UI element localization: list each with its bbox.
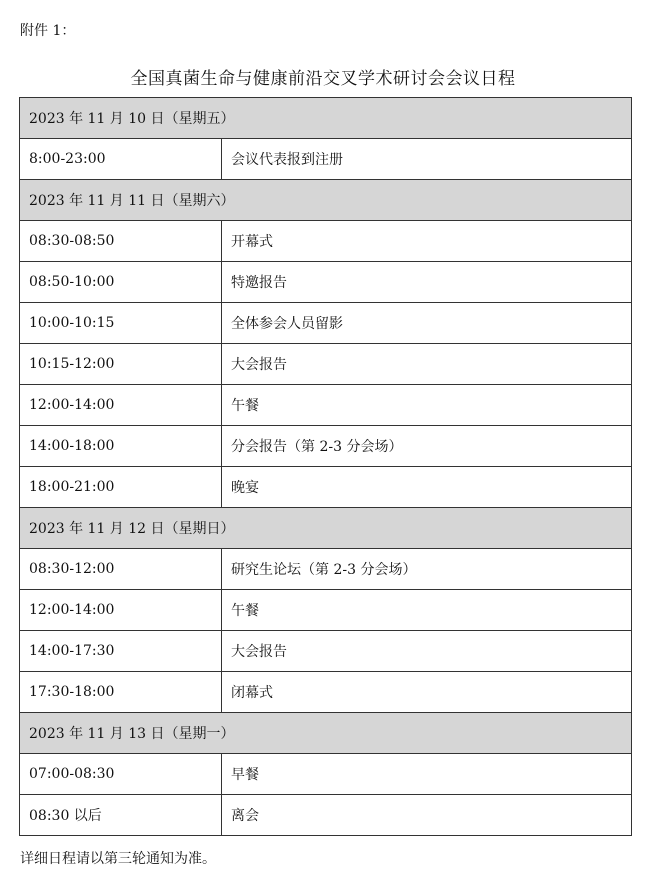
time-cell: 17:30-18:00 bbox=[20, 672, 222, 713]
time-cell: 14:00-18:00 bbox=[20, 426, 222, 467]
event-cell: 大会报告 bbox=[222, 631, 632, 672]
footnote: 详细日程请以第三轮通知为准。 bbox=[20, 851, 216, 867]
day-header-row bbox=[20, 180, 632, 221]
schedule-row bbox=[20, 262, 632, 303]
schedule-row bbox=[20, 385, 632, 426]
day-header: 2023 年 11 月 13 日（星期一） bbox=[20, 713, 632, 754]
time-cell: 07:00-08:30 bbox=[20, 754, 222, 795]
time-cell: 14:00-17:30 bbox=[20, 631, 222, 672]
event-cell: 特邀报告 bbox=[222, 262, 632, 303]
event-cell: 分会报告（第 2-3 分会场） bbox=[222, 426, 632, 467]
day-header: 2023 年 11 月 10 日（星期五） bbox=[20, 98, 632, 139]
schedule-table bbox=[19, 97, 632, 836]
schedule-row bbox=[20, 303, 632, 344]
schedule-row bbox=[20, 344, 632, 385]
day-header: 2023 年 11 月 11 日（星期六） bbox=[20, 180, 632, 221]
event-cell: 会议代表报到注册 bbox=[222, 139, 632, 180]
schedule-row bbox=[20, 590, 632, 631]
schedule-row bbox=[20, 754, 632, 795]
time-cell: 08:30-12:00 bbox=[20, 549, 222, 590]
time-cell: 12:00-14:00 bbox=[20, 590, 222, 631]
event-cell: 大会报告 bbox=[222, 344, 632, 385]
day-header: 2023 年 11 月 12 日（星期日） bbox=[20, 508, 632, 549]
time-cell: 18:00-21:00 bbox=[20, 467, 222, 508]
event-cell: 研究生论坛（第 2-3 分会场） bbox=[222, 549, 632, 590]
day-header-row bbox=[20, 508, 632, 549]
schedule-row bbox=[20, 549, 632, 590]
time-cell: 08:30 以后 bbox=[20, 795, 222, 836]
time-cell: 08:30-08:50 bbox=[20, 221, 222, 262]
schedule-row bbox=[20, 221, 632, 262]
schedule-row bbox=[20, 631, 632, 672]
time-cell: 12:00-14:00 bbox=[20, 385, 222, 426]
event-cell: 午餐 bbox=[222, 590, 632, 631]
event-cell: 晚宴 bbox=[222, 467, 632, 508]
event-cell: 全体参会人员留影 bbox=[222, 303, 632, 344]
schedule-row bbox=[20, 795, 632, 836]
attachment-label: 附件 1： bbox=[20, 23, 76, 39]
time-cell: 10:15-12:00 bbox=[20, 344, 222, 385]
time-cell: 10:00-10:15 bbox=[20, 303, 222, 344]
time-cell: 08:50-10:00 bbox=[20, 262, 222, 303]
event-cell: 早餐 bbox=[222, 754, 632, 795]
schedule-row bbox=[20, 672, 632, 713]
event-cell: 午餐 bbox=[222, 385, 632, 426]
event-cell: 闭幕式 bbox=[222, 672, 632, 713]
event-cell: 离会 bbox=[222, 795, 632, 836]
document-title: 全国真菌生命与健康前沿交叉学术研讨会会议日程 bbox=[130, 69, 516, 89]
time-cell: 8:00-23:00 bbox=[20, 139, 222, 180]
schedule-row bbox=[20, 426, 632, 467]
day-header-row bbox=[20, 98, 632, 139]
schedule-row bbox=[20, 139, 632, 180]
day-header-row bbox=[20, 713, 632, 754]
schedule-row bbox=[20, 467, 632, 508]
schedule-body bbox=[20, 98, 632, 836]
event-cell: 开幕式 bbox=[222, 221, 632, 262]
